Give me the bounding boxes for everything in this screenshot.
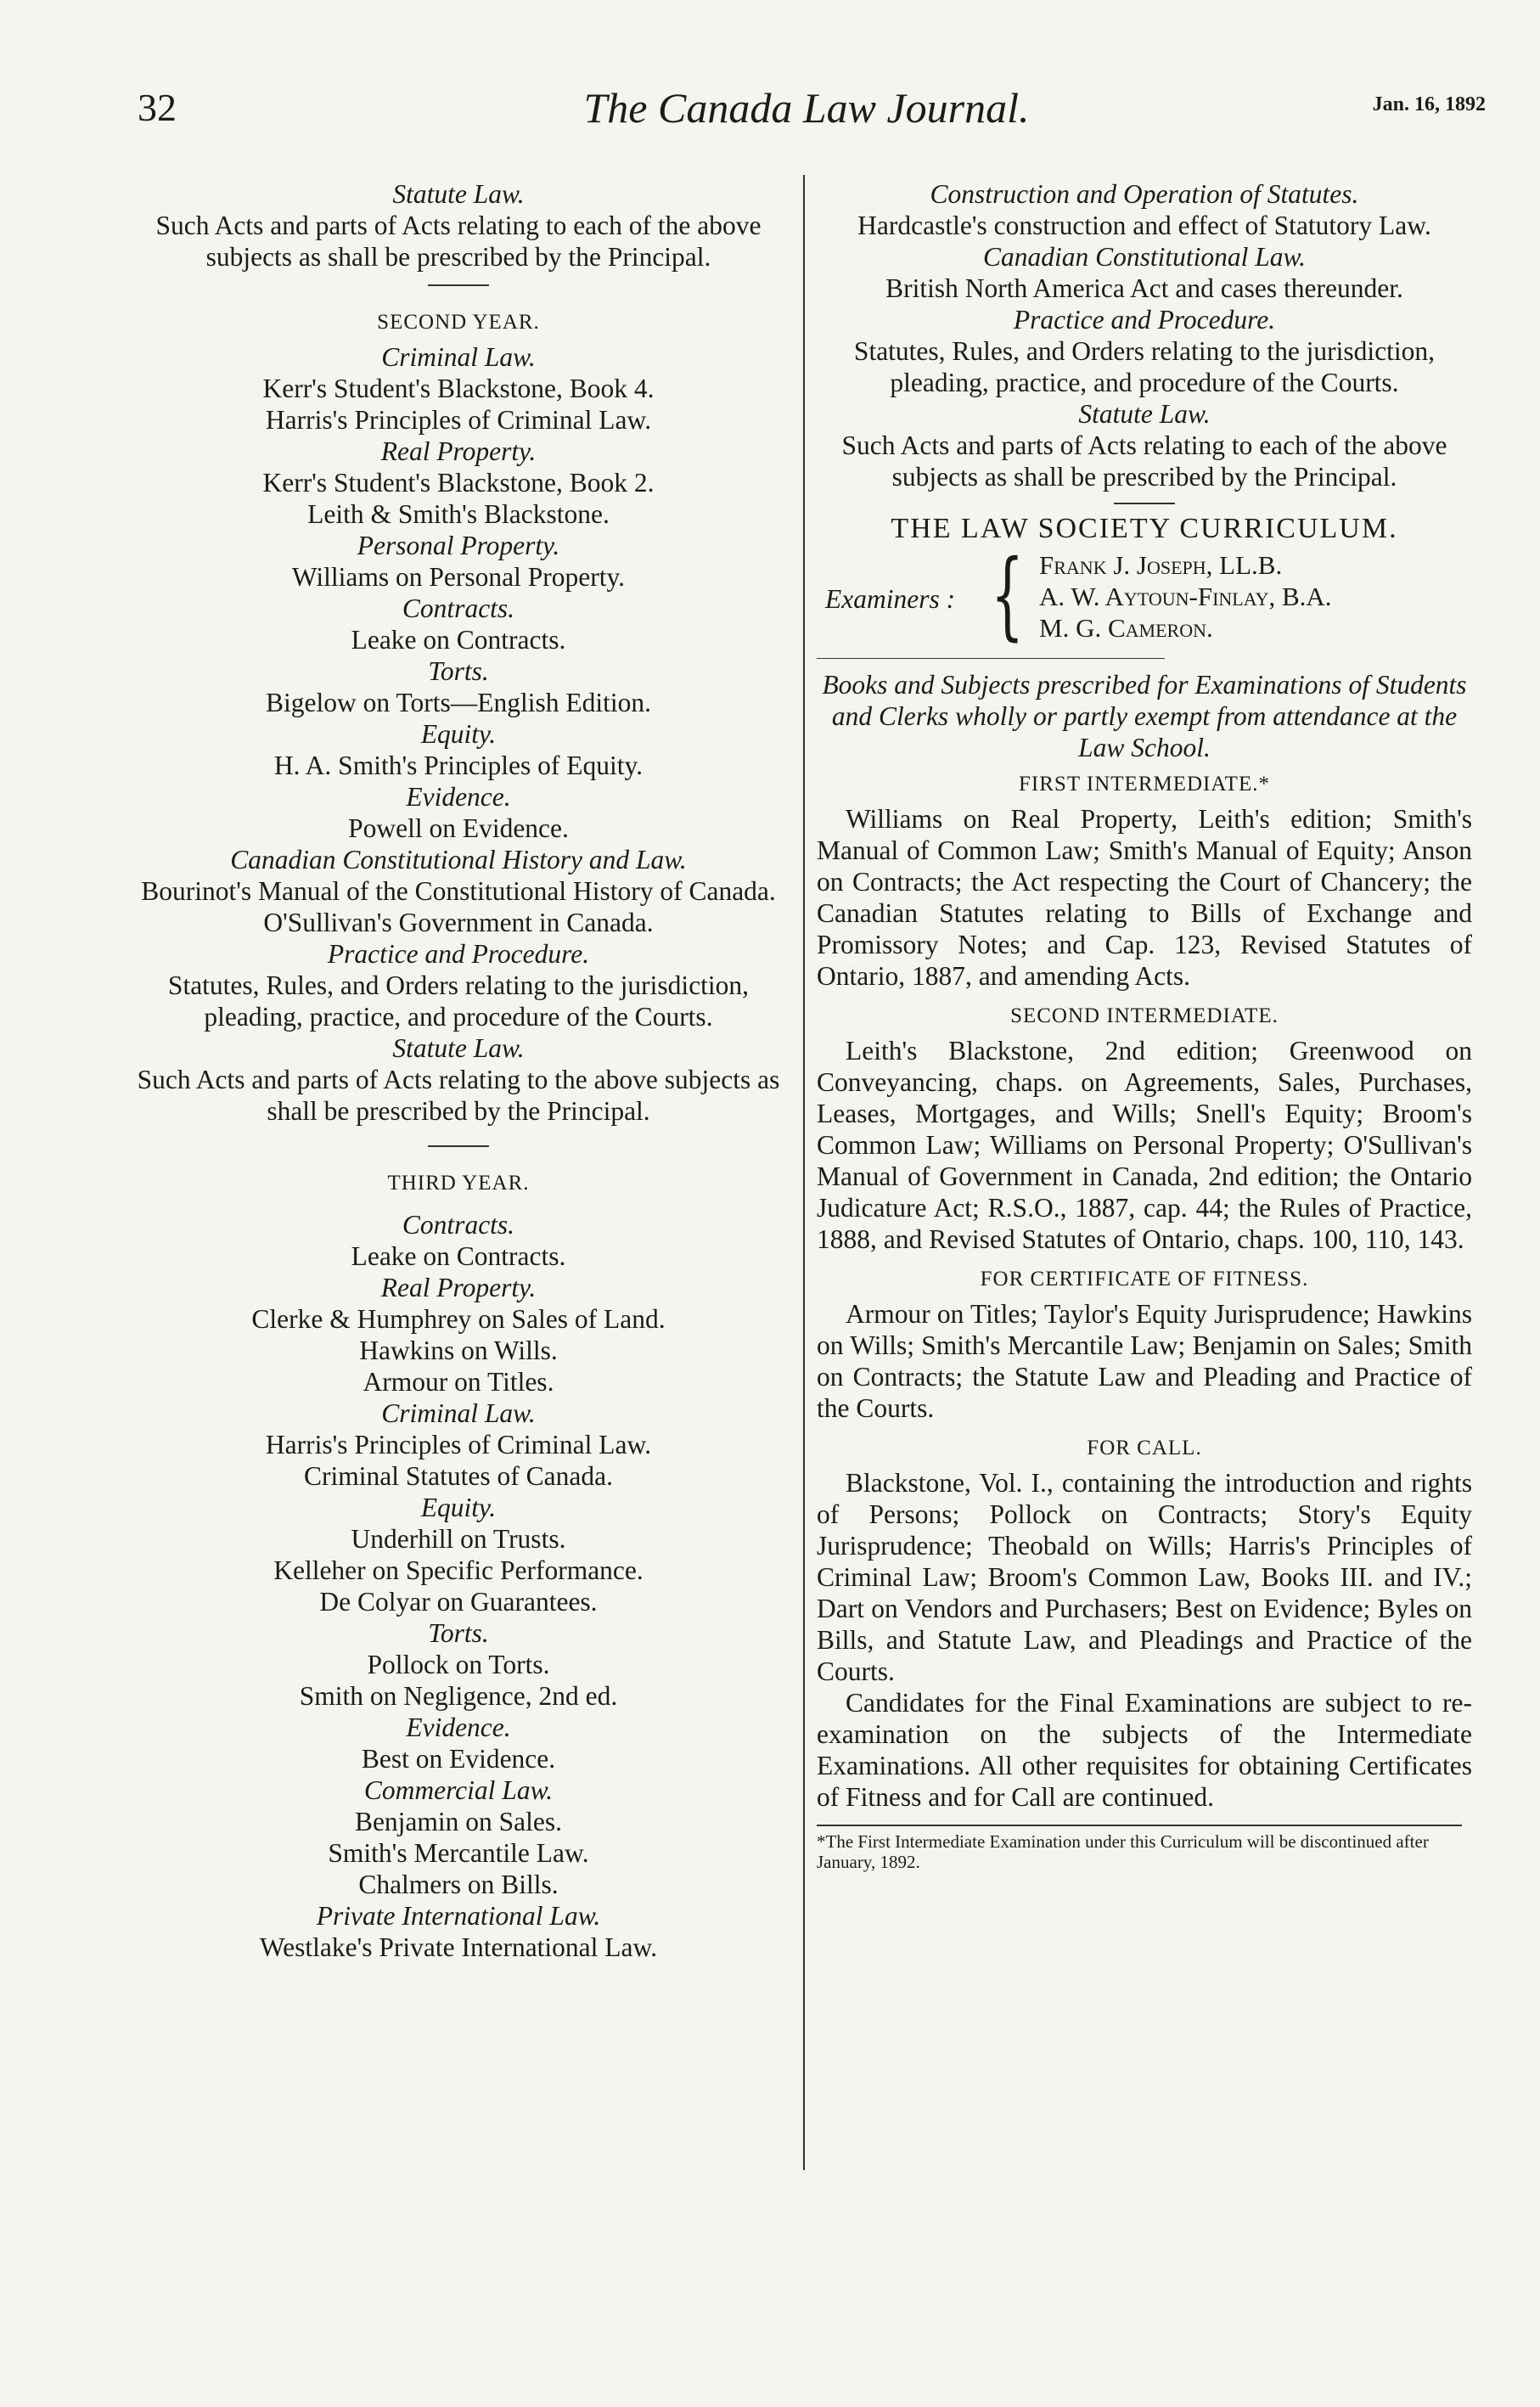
brace-glyph: { [991, 540, 1025, 650]
section-heading: Statute Law. [392, 1033, 525, 1063]
column-divider [803, 175, 805, 2170]
subject-heading: Personal Property. [357, 531, 560, 560]
text-entry: Clerke & Humphrey on Sales of Land. [251, 1304, 666, 1334]
exam-heading: SECOND INTERMEDIATE. [1010, 1004, 1279, 1027]
subject-heading: Real Property. [380, 436, 537, 466]
section-heading: Canadian Constitutional Law. [982, 242, 1307, 272]
section-body: Such Acts and parts of Acts relating to the above subjects as shall be prescribed by the Principal. [137, 1065, 780, 1126]
text-entry: Westlake's Private International Law. [259, 1932, 658, 1962]
section-heading: Practice and Procedure. [327, 939, 590, 969]
page-number: 32 [138, 86, 177, 129]
text-entry: Leake on Contracts. [351, 1241, 566, 1271]
section-divider [428, 284, 489, 286]
text-entry: Armour on Titles. [363, 1367, 554, 1397]
exam-body: Leith's Blackstone, 2nd edition; Greenwood on Conveyancing, chaps. on Agreements, Sales, Purchases, Leases, Mortgages, and Wills; Snell's Equity; Broom's Common Law; Williams on Personal Property; O'Sullivan's Manual of Government in Canada, 2nd edition; the Ontario Judicature Act; R.S.O., 1887, cap. 44; the Rules of Practice, 1888, and Revised Statutes of Ontario, chaps. 100, 110, 143. [817, 1036, 1472, 1254]
examiners-list [1039, 549, 1332, 644]
subject-heading: Evidence. [406, 782, 511, 812]
text-entry: H. A. Smith's Principles of Equity. [273, 751, 644, 780]
section-body: Such Acts and parts of Acts relating to each of the above subjects as shall be prescribed by the Principal. [841, 430, 1447, 492]
section-heading: Practice and Procedure. [1013, 305, 1276, 335]
examiner-name: A. W. Aytoun-Finlay, B.A. [1039, 582, 1332, 611]
section-body: Hardcastle's construction and effect of Statutory Law. [857, 211, 1431, 240]
page-header [127, 83, 1486, 143]
text-entry: Kelleher on Specific Performance. [273, 1555, 644, 1585]
subject-heading: Contracts. [402, 593, 515, 623]
text-entry: Hawkins on Wills. [359, 1336, 558, 1365]
text-entry: Chalmers on Bills. [358, 1870, 559, 1899]
section-heading: Construction and Operation of Statutes. [930, 179, 1359, 209]
text-entry: O'Sullivan's Government in Canada. [263, 908, 654, 937]
third-year-subjects [127, 1209, 790, 1963]
text-entry: De Colyar on Guarantees. [319, 1587, 598, 1617]
text-entry: Kerr's Student's Blackstone, Book 4. [262, 374, 655, 403]
section-body: Statutes, Rules, and Orders relating to the jurisdiction, pleading, practice, and procedure of the Courts. [167, 970, 750, 1032]
section-body: Statutes, Rules, and Orders relating to the jurisdiction, pleading, practice, and procedure of the Courts. [853, 336, 1436, 397]
subject-heading: Criminal Law. [381, 1398, 536, 1428]
text-entry: Powell on Evidence. [348, 813, 569, 843]
section-divider [428, 1145, 489, 1147]
exam-heading: FOR CALL. [1087, 1437, 1202, 1459]
text-entry: Bigelow on Torts—English Edition. [266, 688, 651, 717]
text-entry: Criminal Statutes of Canada. [304, 1461, 613, 1491]
section-body: British North America Act and cases thereunder. [885, 273, 1403, 303]
footnote-rule [817, 1825, 1462, 1826]
examiner-name: Frank J. Joseph, LL.B. [1039, 550, 1283, 580]
subject-heading: Equity. [420, 1493, 497, 1522]
left-column [127, 178, 790, 1963]
text-entry: Leake on Contracts. [351, 625, 566, 655]
text-entry: Smith's Mercantile Law. [328, 1838, 589, 1868]
exam-body: Candidates for the Final Examinations are subject to re-examination on the subjects of the Intermediate Examinations. All other requisites for obtaining Certificates of Fitness and for Call are continued. [817, 1688, 1472, 1812]
examiners-label: Examiners : [825, 584, 956, 614]
text-entry: Williams on Personal Property. [291, 562, 626, 592]
exam-body: Armour on Titles; Taylor's Equity Jurisprudence; Hawkins on Wills; Smith's Mercantile Law; Benjamin on Sales; Smith on Contracts; the Statute Law and Pleading and Practice of the Courts. [817, 1299, 1472, 1423]
subject-heading: Torts. [428, 1618, 489, 1648]
subject-heading: Real Property. [380, 1273, 537, 1302]
subject-heading: Evidence. [406, 1712, 511, 1742]
right-column [817, 178, 1472, 1872]
exam-heading: FOR CERTIFICATE OF FITNESS. [980, 1268, 1309, 1291]
examiner-name: M. G. Cameron. [1039, 613, 1213, 643]
text-entry: Smith on Negligence, 2nd ed. [299, 1681, 618, 1711]
subject-heading: Private International Law. [316, 1901, 601, 1931]
second-year-subjects [127, 341, 790, 938]
year-heading-second: SECOND YEAR. [377, 311, 540, 334]
section-divider [817, 658, 1165, 659]
curriculum-title: THE LAW SOCIETY CURRICULUM. [891, 513, 1398, 544]
text-entry: Leith & Smith's Blackstone. [307, 499, 610, 529]
footnote: *The First Intermediate Examination under this Curriculum will be discontinued after January, 1892. [817, 1831, 1429, 1872]
section-heading: Statute Law. [392, 179, 525, 209]
subject-heading: Criminal Law. [381, 342, 536, 372]
text-entry: Benjamin on Sales. [354, 1807, 563, 1836]
subject-heading: Commercial Law. [363, 1775, 554, 1805]
subject-heading: Contracts. [402, 1210, 515, 1240]
curriculum-intro: Books and Subjects prescribed for Examinations of Students and Clerks wholly or partly exempt from attendance at the Law School. [822, 670, 1467, 762]
text-entry: Harris's Principles of Criminal Law. [265, 1430, 652, 1459]
section-divider [1114, 503, 1175, 504]
exam-heading: FIRST INTERMEDIATE.* [1019, 773, 1270, 796]
year-heading-third: THIRD YEAR. [387, 1172, 530, 1195]
exam-body: Williams on Real Property, Leith's edition; Smith's Manual of Common Law; Smith's Manual of Equity; Anson on Contracts; the Act respecting the Court of Chancery; the Canadian Statutes relating to Bills of Exchange and Promissory Notes; and Cap. 123, Revised Statutes of Ontario, 1887, and amending Acts. [817, 804, 1472, 991]
text-entry: Bourinot's Manual of the Constitutional History of Canada. [141, 876, 776, 906]
issue-date: Jan. 16, 1892 [1372, 93, 1486, 115]
text-entry: Best on Evidence. [361, 1744, 556, 1774]
subject-heading: Torts. [428, 656, 489, 686]
subject-heading: Canadian Constitutional History and Law. [230, 845, 687, 875]
section-body: Such Acts and parts of Acts relating to each of the above subjects as shall be prescribed by the Principal. [155, 211, 762, 272]
text-entry: Underhill on Trusts. [351, 1524, 566, 1554]
subject-heading: Equity. [420, 719, 497, 749]
text-entry: Kerr's Student's Blackstone, Book 2. [262, 468, 655, 498]
examiners-block [817, 540, 1472, 650]
journal-title: The Canada Law Journal. [583, 84, 1030, 132]
section-heading: Statute Law. [1078, 399, 1211, 429]
exam-body: Blackstone, Vol. I., containing the introduction and rights of Persons; Pollock on Contracts; Story's Equity Jurisprudence; Theobald on Wills; Harris's Principles of Criminal Law; Broom's Common Law, Books III. and IV.; Dart on Vendors and Purchasers; Best on Evidence; Byles on Bills, and Statute Law, and Pleadings and Practice of the Courts. [817, 1468, 1472, 1686]
text-entry: Harris's Principles of Criminal Law. [265, 405, 652, 435]
text-entry: Pollock on Torts. [367, 1650, 550, 1679]
